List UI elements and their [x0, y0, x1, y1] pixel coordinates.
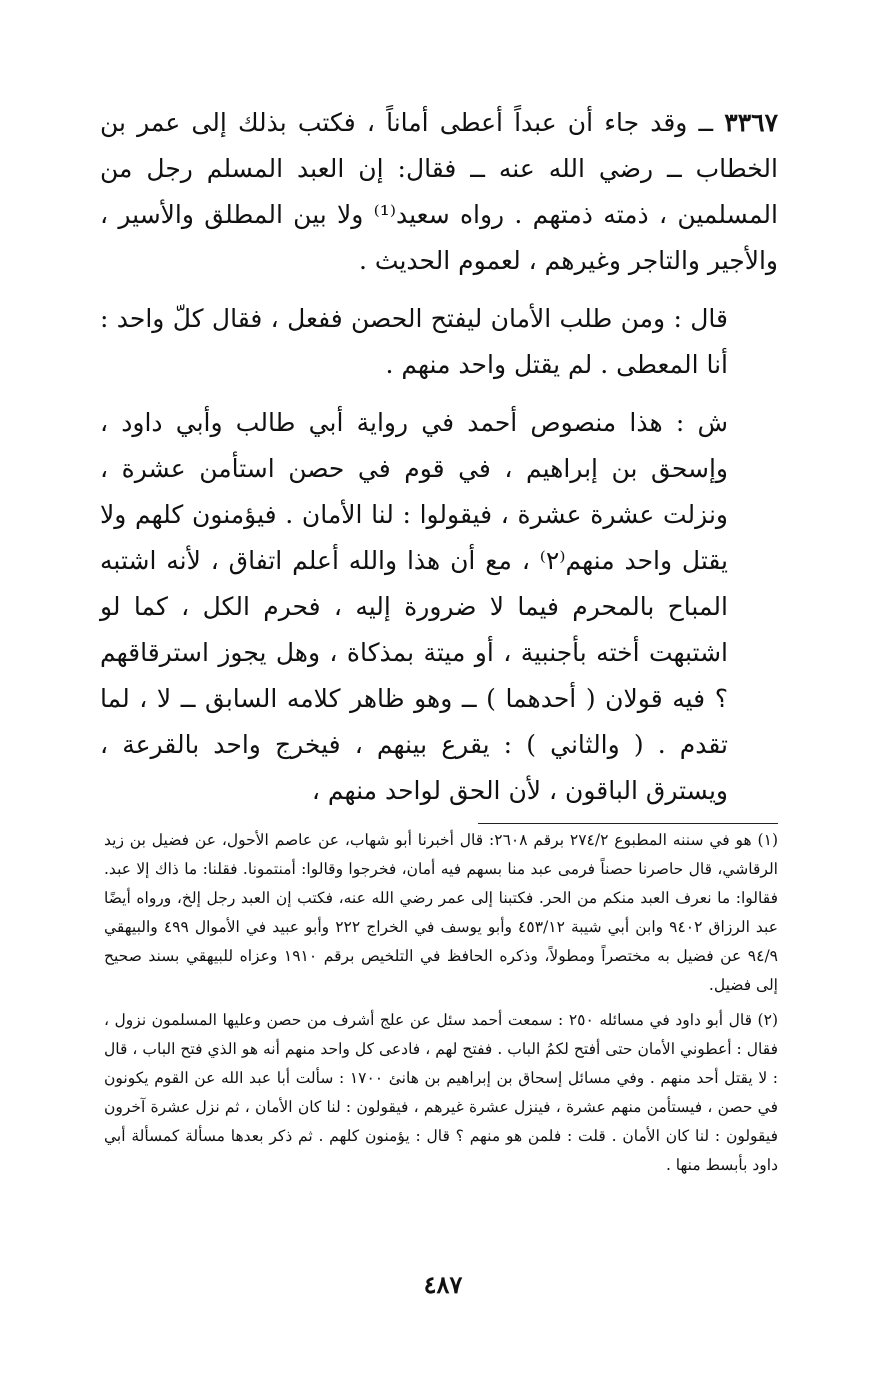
footnote-2: (٢) قال أبو داود في مسائله ٢٥٠ : سمعت أحمد سئل عن علج أشرف من حصن وعليها المسلمون نزول ، فقال : أعطوني الأمان حتى أفتح لكمُ الباب . ففتح لهم ، فادعى كل واحد منهم أنه هو الذي فتح الباب ، قال : لا يقتل أحد منهم . وفي مسائل إسحاق بن إبراهيم بن هانئ ١٧٠٠ : سألت أبا عبد الله عن القوم يكونون في حصن ، فيستأمن منهم عشرة ، فينزل عشرة غيرهم ، فيقولون : لنا كان الأمان ، ثم نزل عشرة آخرون فيقولون : لنا كان الأمان . قلت : فلمن هو منهم ؟ قال : يؤمنون كلهم . ثم ذكر بعدها مسألة كمسألة أبي داود بأبسط منها . [104, 1011, 778, 1174]
footnotes [104, 826, 778, 1180]
qal-paragraph: قال : ومن طلب الأمان ليفتح الحصن ففعل ، فقال كلّ واحد : أنا المعطى . لم يقتل واحد منهم . [100, 304, 728, 379]
sharh-paragraph: ش : هذا منصوص أحمد في رواية أبي طالب وأبي داود ، وإسحق بن إبراهيم ، في قوم في حصن استأمن عشرة ، ونزلت عشرة عشرة ، فيقولوا : لنا الأمان . فيؤمنون كلهم ولا يقتل واحد منهم⁽٢⁾ ، مع أن هذا والله أعلم اتفاق ، لأنه اشتبه المباح بالمحرم فيما لا ضرورة إليه ، فحرم الكل ، كما لو اشتبهت أخته بأجنبية ، أو ميتة بمذكاة ، وهل يجوز استرقاقهم ؟ فيه قولان ( أحدهما ) ــ وهو ظاهر كلامه السابق ــ لا ، لما تقدم . ( والثاني ) : يقرع بينهم ، فيخرج واحد بالقرعة ، ويسترق الباقون ، لأن الحق لواحد منهم ، [100, 408, 728, 805]
footnote-1: (١) هو في سننه المطبوع ٢٧٤/٢ برقم ٢٦٠٨: قال أخبرنا أبو شهاب، عن عاصم الأحول، عن فضيل بن زيد الرقاشي، قال حاصرنا حصناً فرمى عبد منا بسهم فيه أمان، فخرجوا وقالوا: أمنتمونا. فقلنا: ما ذاك إلا عبد. فقالوا: ما نعرف العبد منكم من الحر. فكتبنا إلى عمر رضي الله عنه، فكتب إن العبد رجل إلخ، ورواه أيضًا عبد الرزاق ٩٤٠٢ وابن أبي شيبة ٤٥٣/١٢ وأبو يوسف في الخراج ٢٢٢ وأبو عبيد في الأموال ٤٩٩ والبيهقي ٩٤/٩ عن فضيل به مختصراً ومطولاً، وذكره الحافظ في التلخيص برقم ١٩١٠ وعزاه للبيهقي بسند صحيح إلى فضيل. [104, 831, 778, 994]
hadith-paragraph [100, 100, 778, 284]
footnote-separator [478, 823, 778, 824]
hadith-text: ــ وقد جاء أن عبداً أعطى أماناً ، فكتب بذلك إلى عمر بن الخطاب ــ رضي الله عنه ــ فقال: إن العبد المسلم رجل من المسلمين ، ذمته ذمتهم . رواه سعيد⁽¹⁾ ولا بين المطلق والأسير ، والأجير والتاجر وغيرهم ، لعموم الحديث . [100, 108, 778, 275]
main-text [100, 100, 778, 814]
hadith-number: ٣٣٦٧ [724, 108, 779, 137]
page-number: ٤٨٧ [423, 1270, 463, 1299]
